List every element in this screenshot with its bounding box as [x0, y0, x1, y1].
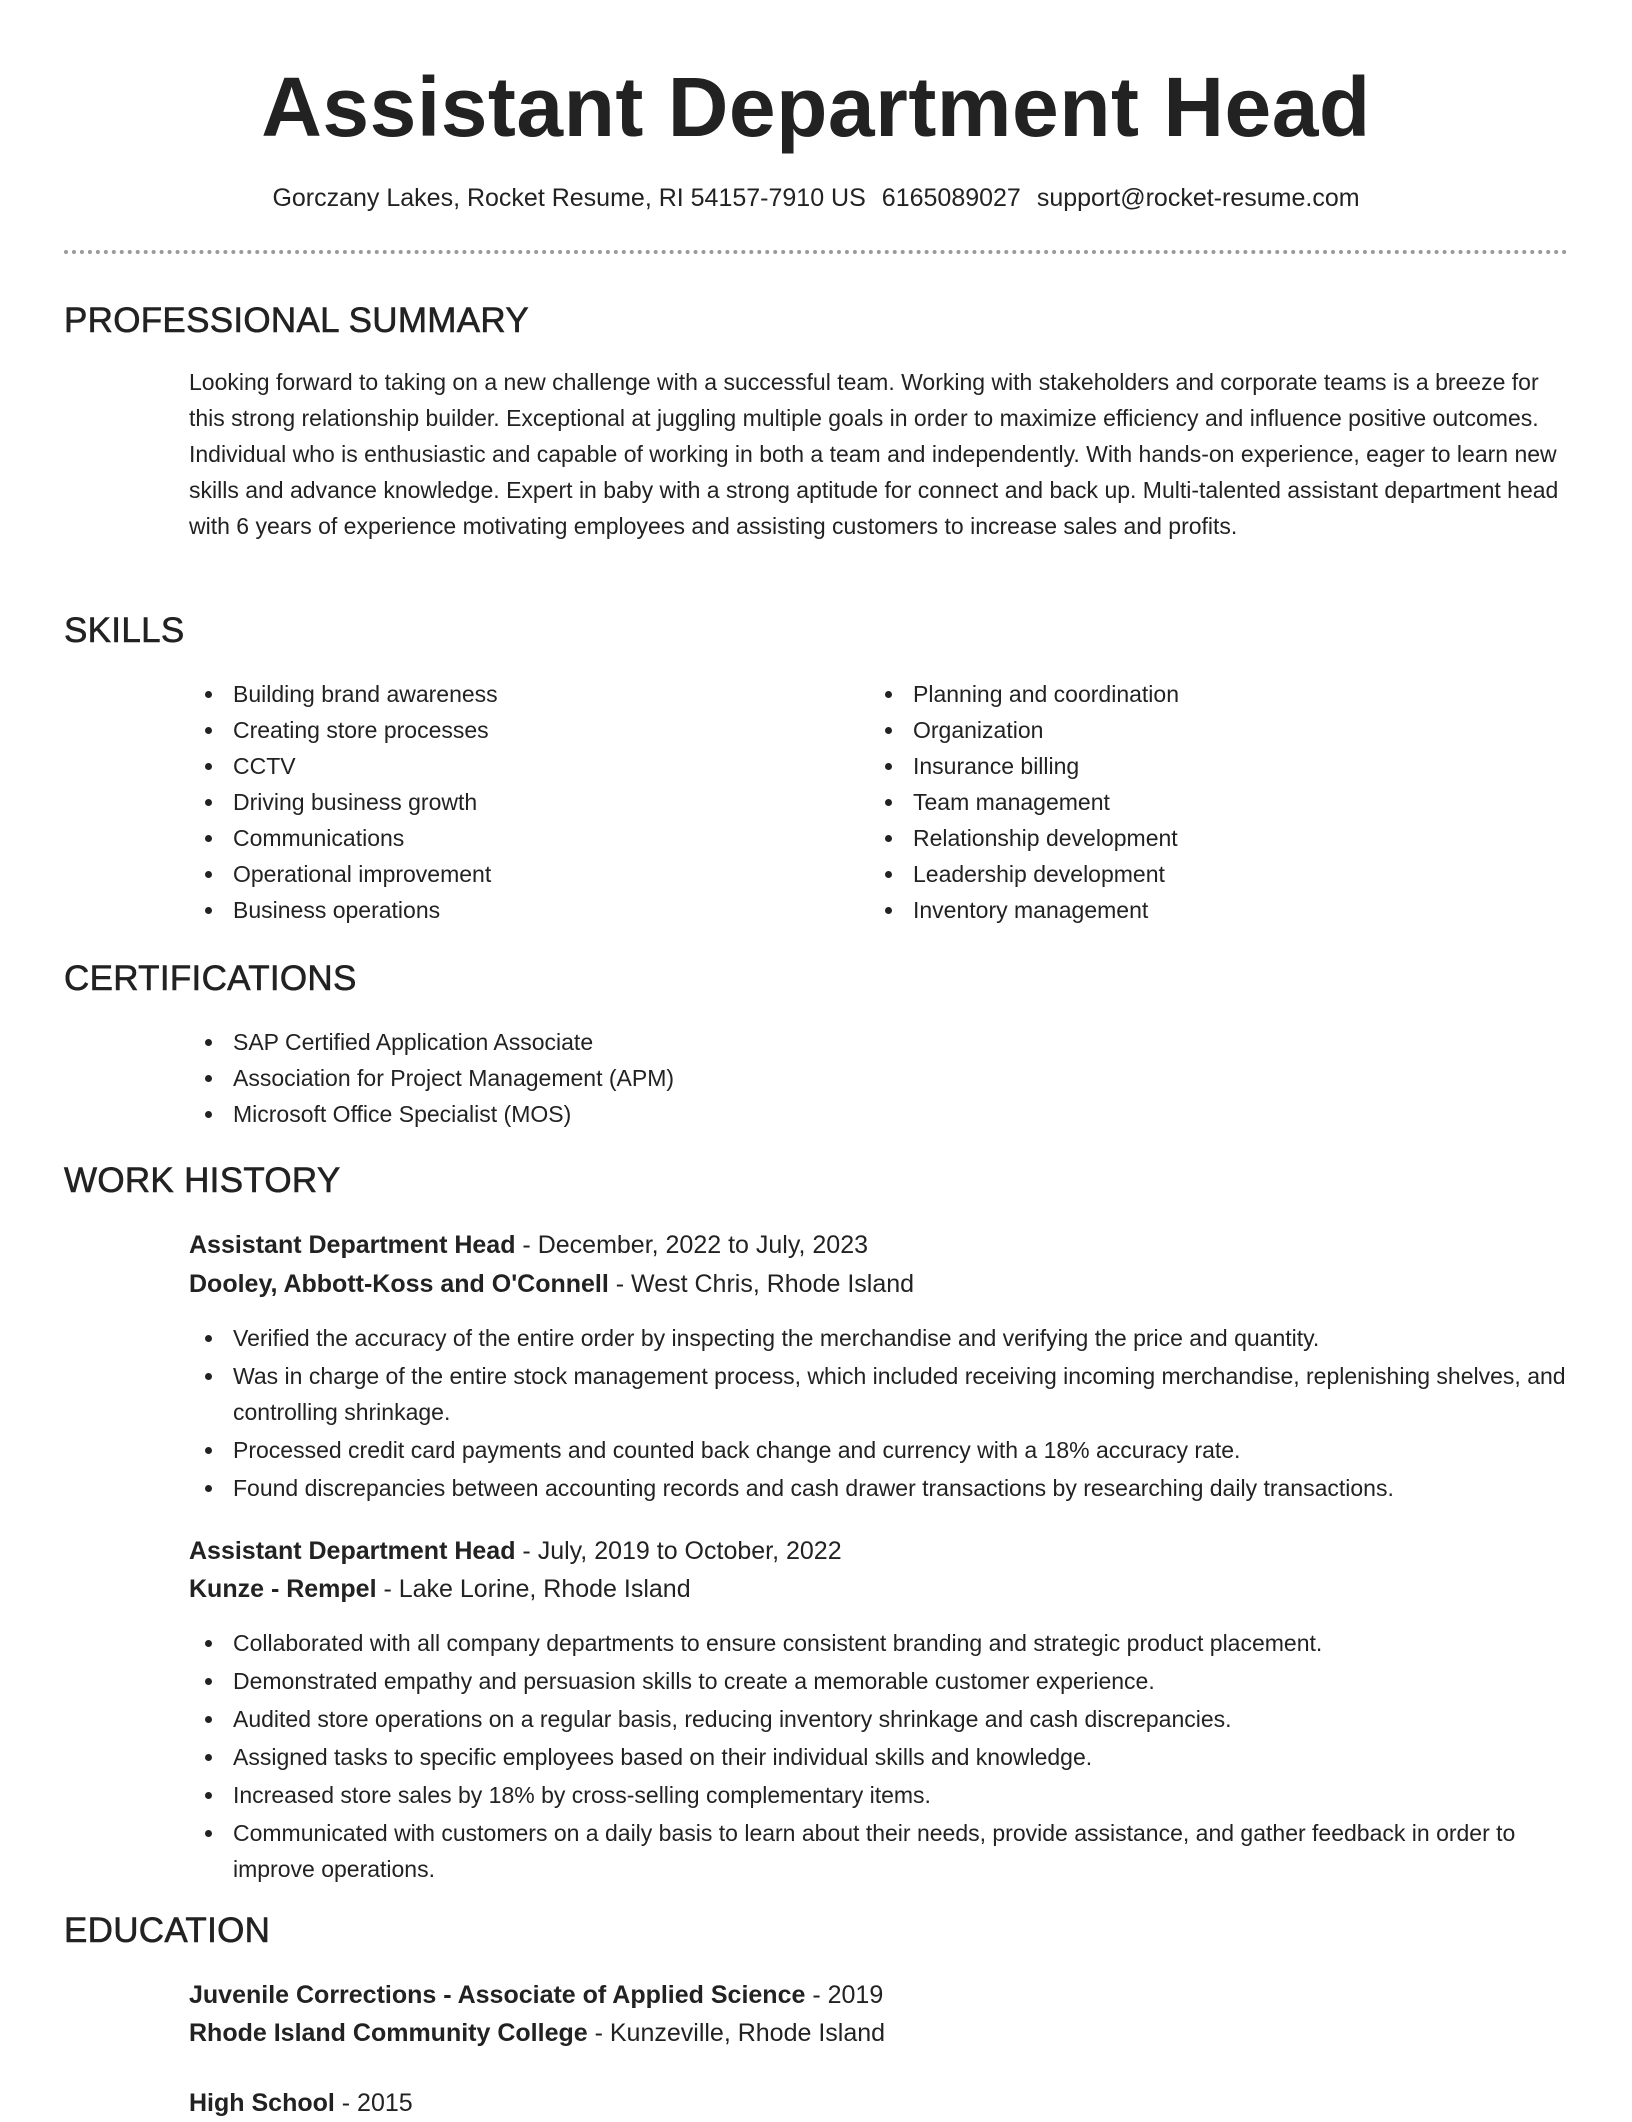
skill-item: Creating store processes — [189, 712, 829, 748]
skill-item: Organization — [869, 712, 1509, 748]
skills-list-right — [869, 676, 1509, 928]
certifications-heading: CERTIFICATIONS — [64, 959, 357, 998]
job-bullet: Found discrepancies between accounting records and cash drawer transactions by researching daily transactions. — [189, 1470, 1569, 1506]
candidate-name: Assistant Department Head — [261, 60, 1371, 154]
skill-item: Operational improvement — [189, 856, 829, 892]
certification-item: Microsoft Office Specialist (MOS) — [189, 1096, 1389, 1132]
education-school: Rhode Island Community College — [189, 2019, 588, 2047]
job-company-line — [189, 1570, 691, 1608]
job-title: Assistant Department Head — [189, 1231, 516, 1259]
skills-heading: SKILLS — [64, 611, 185, 650]
job-bullet: Audited store operations on a regular basis, reducing inventory shrinkage and cash discrepancies. — [189, 1701, 1569, 1737]
job-title-line — [189, 1532, 842, 1570]
summary-heading: PROFESSIONAL SUMMARY — [64, 301, 529, 340]
job-bullet: Communicated with customers on a daily basis to learn about their needs, provide assistance, and gather feedback in order to improve operations. — [189, 1815, 1569, 1887]
contact-address: Gorczany Lakes, Rocket Resume, RI 54157-7910 US — [272, 184, 866, 212]
skill-item: Driving business growth — [189, 784, 829, 820]
job-bullets — [189, 1320, 1569, 1508]
skill-item: Leadership development — [869, 856, 1509, 892]
skill-item: Communications — [189, 820, 829, 856]
education-degree-line — [189, 2084, 413, 2122]
education-degree: Juvenile Corrections - Associate of Applied Science — [189, 1981, 806, 2009]
skill-item: Building brand awareness — [189, 676, 829, 712]
education-year: - 2015 — [334, 2089, 413, 2117]
job-title: Assistant Department Head — [189, 1537, 516, 1565]
job-bullets — [189, 1625, 1569, 1889]
skill-item: Inventory management — [869, 892, 1509, 928]
skill-item: Relationship development — [869, 820, 1509, 856]
certifications-list — [189, 1024, 1389, 1132]
education-degree: High School — [189, 2089, 335, 2117]
certification-item: SAP Certified Application Associate — [189, 1024, 1389, 1060]
job-company: Kunze - Rempel — [189, 1575, 377, 1603]
job-company: Dooley, Abbott-Koss and O'Connell — [189, 1270, 609, 1298]
education-school-line — [189, 2014, 885, 2052]
skills-list-left — [189, 676, 829, 928]
job-bullet: Increased store sales by 18% by cross-selling complementary items. — [189, 1777, 1569, 1813]
summary-text: Looking forward to taking on a new challenge with a successful team. Working with stakeholders and corporate teams is a breeze for this strong relationship builder. Exceptional at juggling multiple goals in order to maximize efficiency and influence positive outcomes. Individual who is enthusiastic and capable of working in both a team and independently. With hands-on experience, eager to learn new skills and advance knowledge. Expert in baby with a strong aptitude for connect and back up. Multi-talented assistant department head with 6 years of experience motivating employees and assisting customers to increase sales and profits. — [189, 369, 1559, 539]
job-location: - West Chris, Rhode Island — [608, 1270, 915, 1298]
contact-email: support@rocket-resume.com — [1036, 184, 1360, 212]
certification-item: Association for Project Management (APM) — [189, 1060, 1389, 1096]
skill-item: Team management — [869, 784, 1509, 820]
education-year: - 2019 — [805, 1981, 884, 2009]
job-company-line — [189, 1265, 914, 1303]
job-location: - Lake Lorine, Rhode Island — [376, 1575, 691, 1603]
job-bullet: Demonstrated empathy and persuasion skills to create a memorable customer experience. — [189, 1663, 1569, 1699]
header-divider — [64, 250, 1568, 254]
job-bullet: Assigned tasks to specific employees based on their individual skills and knowledge. — [189, 1739, 1569, 1775]
job-bullet: Processed credit card payments and counted back change and currency with a 18% accuracy rate. — [189, 1432, 1569, 1468]
skill-item: CCTV — [189, 748, 829, 784]
skill-item: Insurance billing — [869, 748, 1509, 784]
job-bullet: Collaborated with all company departments to ensure consistent branding and strategic product placement. — [189, 1625, 1569, 1661]
skill-item: Business operations — [189, 892, 829, 928]
skill-item: Planning and coordination — [869, 676, 1509, 712]
job-bullet: Was in charge of the entire stock management process, which included receiving incoming merchandise, replenishing shelves, and controlling shrinkage. — [189, 1358, 1569, 1430]
education-location: - Kunzeville, Rhode Island — [587, 2019, 886, 2047]
education-degree-line — [189, 1976, 883, 2014]
education-heading: EDUCATION — [64, 1911, 271, 1950]
work-history-heading: WORK HISTORY — [64, 1161, 341, 1200]
contact-phone: 6165089027 — [881, 184, 1021, 212]
contact-line — [0, 180, 1632, 216]
job-bullet: Verified the accuracy of the entire order by inspecting the merchandise and verifying the price and quantity. — [189, 1320, 1569, 1356]
job-dates: - July, 2019 to October, 2022 — [515, 1537, 842, 1565]
job-dates: - December, 2022 to July, 2023 — [515, 1231, 868, 1259]
job-title-line — [189, 1226, 868, 1264]
